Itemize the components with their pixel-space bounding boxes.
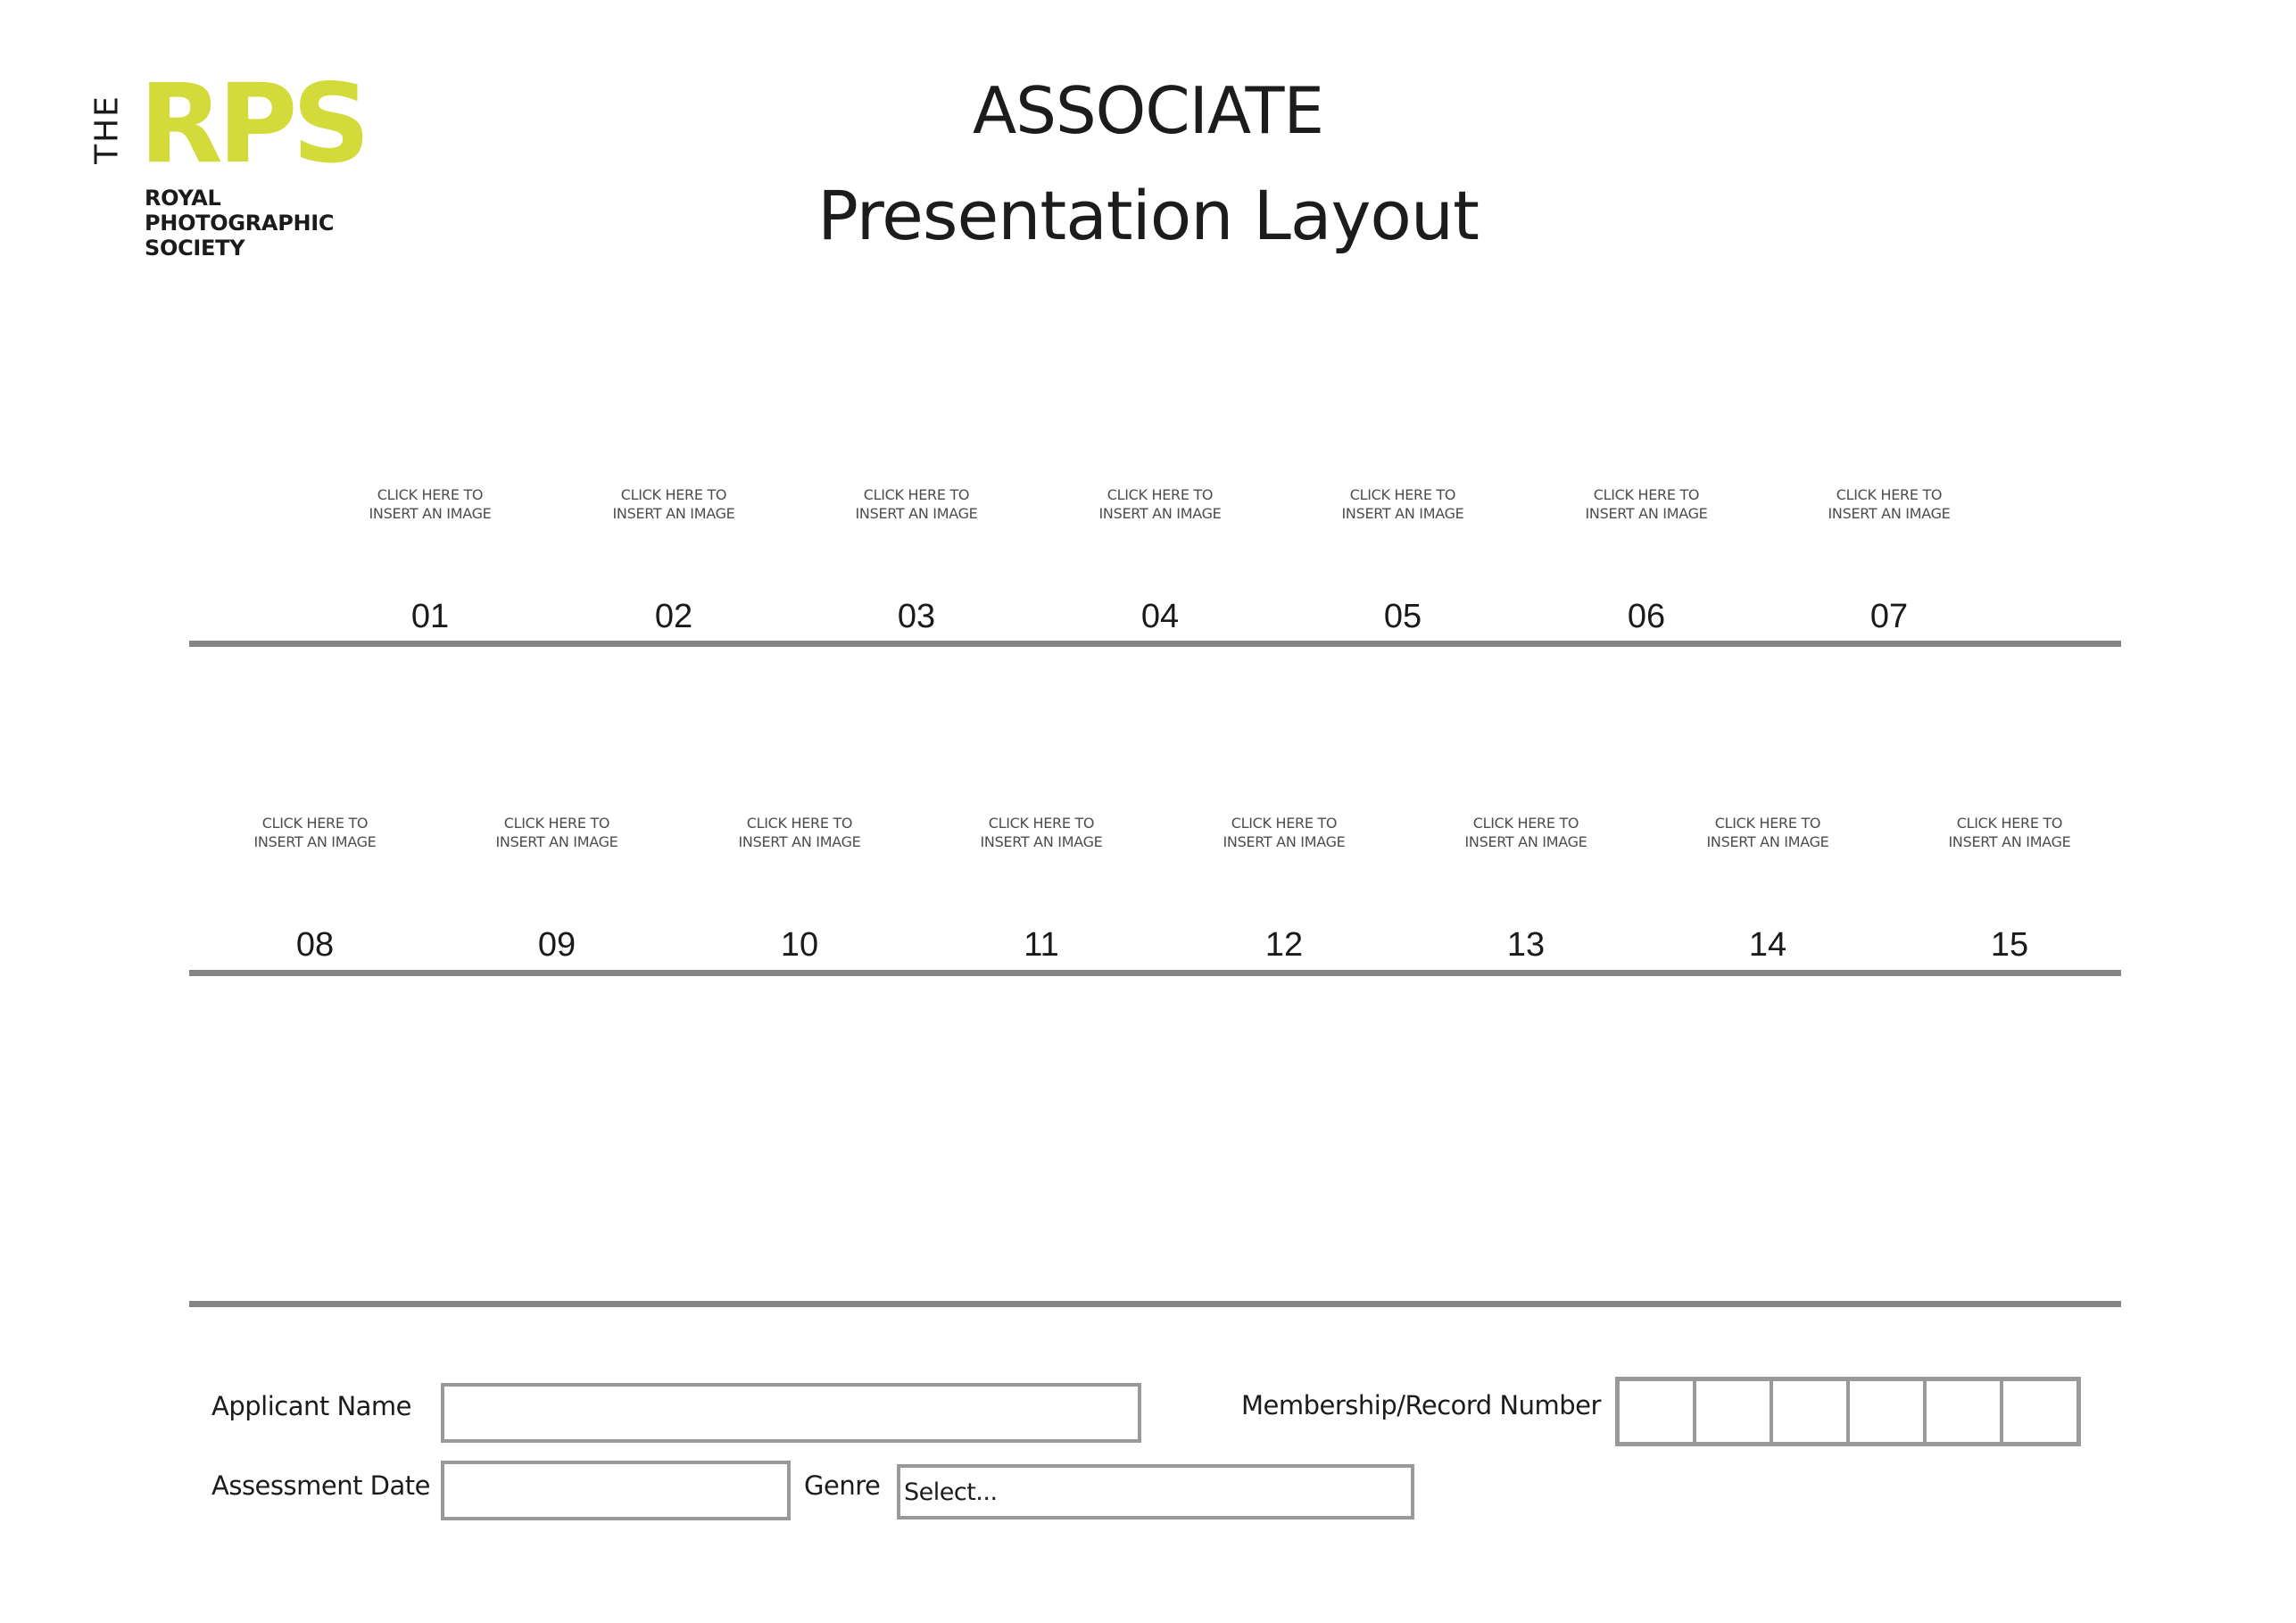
membership-digit-3[interactable]: [1773, 1381, 1850, 1442]
insert-image-placeholder[interactable]: CLICK HERE TO INSERT AN IMAGE: [1223, 815, 1346, 850]
logo-the-text: THE: [88, 95, 126, 164]
slot-number: 06: [1627, 598, 1666, 635]
insert-image-placeholder[interactable]: CLICK HERE TO INSERT AN IMAGE: [253, 815, 377, 850]
image-slot-04[interactable]: [1053, 482, 1267, 635]
slot-number: 04: [1140, 598, 1180, 635]
genre-select-value: Select...: [904, 1478, 998, 1506]
row-divider-2: [189, 970, 2121, 976]
membership-digit-1[interactable]: [1620, 1381, 1696, 1442]
image-slot-09[interactable]: [450, 810, 664, 964]
insert-image-placeholder[interactable]: CLICK HERE TO INSERT AN IMAGE: [1341, 486, 1464, 522]
insert-image-placeholder[interactable]: CLICK HERE TO INSERT AN IMAGE: [1098, 486, 1222, 522]
membership-digit-6[interactable]: [2003, 1381, 2076, 1442]
slot-number: 07: [1869, 598, 1909, 635]
insert-image-placeholder[interactable]: CLICK HERE TO INSERT AN IMAGE: [980, 815, 1103, 850]
genre-select[interactable]: [897, 1464, 1414, 1519]
image-slot-14[interactable]: [1661, 810, 1875, 964]
insert-image-placeholder[interactable]: CLICK HERE TO INSERT AN IMAGE: [1948, 815, 2071, 850]
slot-number: 14: [1748, 926, 1787, 964]
applicant-name-input[interactable]: [441, 1383, 1141, 1443]
applicant-name-label: Applicant Name: [211, 1391, 412, 1421]
membership-number-label: Membership/Record Number: [1241, 1390, 1601, 1420]
insert-image-placeholder[interactable]: CLICK HERE TO INSERT AN IMAGE: [1706, 815, 1829, 850]
insert-image-placeholder[interactable]: CLICK HERE TO INSERT AN IMAGE: [1585, 486, 1708, 522]
slot-number: 02: [654, 598, 693, 635]
image-slot-15[interactable]: [1902, 810, 2117, 964]
image-slot-05[interactable]: [1296, 482, 1510, 635]
slot-number: 13: [1506, 926, 1546, 964]
slot-number: 09: [537, 926, 576, 964]
image-slot-13[interactable]: [1419, 810, 1633, 964]
row-divider-1: [189, 641, 2121, 647]
row-divider-3: [189, 1301, 2121, 1307]
slot-number: 15: [1990, 926, 2029, 964]
image-slot-02[interactable]: [567, 482, 781, 635]
slot-number: 03: [897, 598, 936, 635]
page-title: ASSOCIATE: [973, 73, 1323, 148]
insert-image-placeholder[interactable]: CLICK HERE TO INSERT AN IMAGE: [1828, 486, 1951, 522]
slot-number: 05: [1383, 598, 1422, 635]
assessment-date-input[interactable]: [441, 1461, 791, 1520]
image-slot-01[interactable]: [323, 482, 537, 635]
image-slot-03[interactable]: [809, 482, 1024, 635]
insert-image-placeholder[interactable]: CLICK HERE TO INSERT AN IMAGE: [369, 486, 492, 522]
slot-number: 01: [410, 598, 450, 635]
membership-digit-5[interactable]: [1927, 1381, 2003, 1442]
slot-number: 12: [1264, 926, 1304, 964]
insert-image-placeholder[interactable]: CLICK HERE TO INSERT AN IMAGE: [855, 486, 978, 522]
membership-digit-2[interactable]: [1696, 1381, 1773, 1442]
insert-image-placeholder[interactable]: CLICK HERE TO INSERT AN IMAGE: [1464, 815, 1587, 850]
insert-image-placeholder[interactable]: CLICK HERE TO INSERT AN IMAGE: [612, 486, 735, 522]
slot-number: 08: [295, 926, 335, 964]
genre-label: Genre: [804, 1470, 881, 1501]
membership-number-input: [1615, 1377, 2081, 1446]
logo-rps-wordmark: RPS: [139, 61, 366, 187]
logo-society-name: ROYAL PHOTOGRAPHIC SOCIETY: [145, 186, 335, 261]
insert-image-placeholder[interactable]: CLICK HERE TO INSERT AN IMAGE: [738, 815, 861, 850]
image-slot-07[interactable]: [1782, 482, 1996, 635]
image-slot-12[interactable]: [1177, 810, 1391, 964]
image-slot-06[interactable]: [1539, 482, 1753, 635]
slot-number: 11: [1024, 926, 1059, 964]
slot-number: 10: [780, 926, 819, 964]
image-slot-11[interactable]: [934, 810, 1148, 964]
image-slot-10[interactable]: [692, 810, 907, 964]
assessment-date-label: Assessment Date: [211, 1470, 430, 1501]
page-subtitle: Presentation Layout: [817, 176, 1479, 255]
insert-image-placeholder[interactable]: CLICK HERE TO INSERT AN IMAGE: [495, 815, 618, 850]
membership-digit-4[interactable]: [1850, 1381, 1927, 1442]
image-slot-08[interactable]: [208, 810, 422, 964]
